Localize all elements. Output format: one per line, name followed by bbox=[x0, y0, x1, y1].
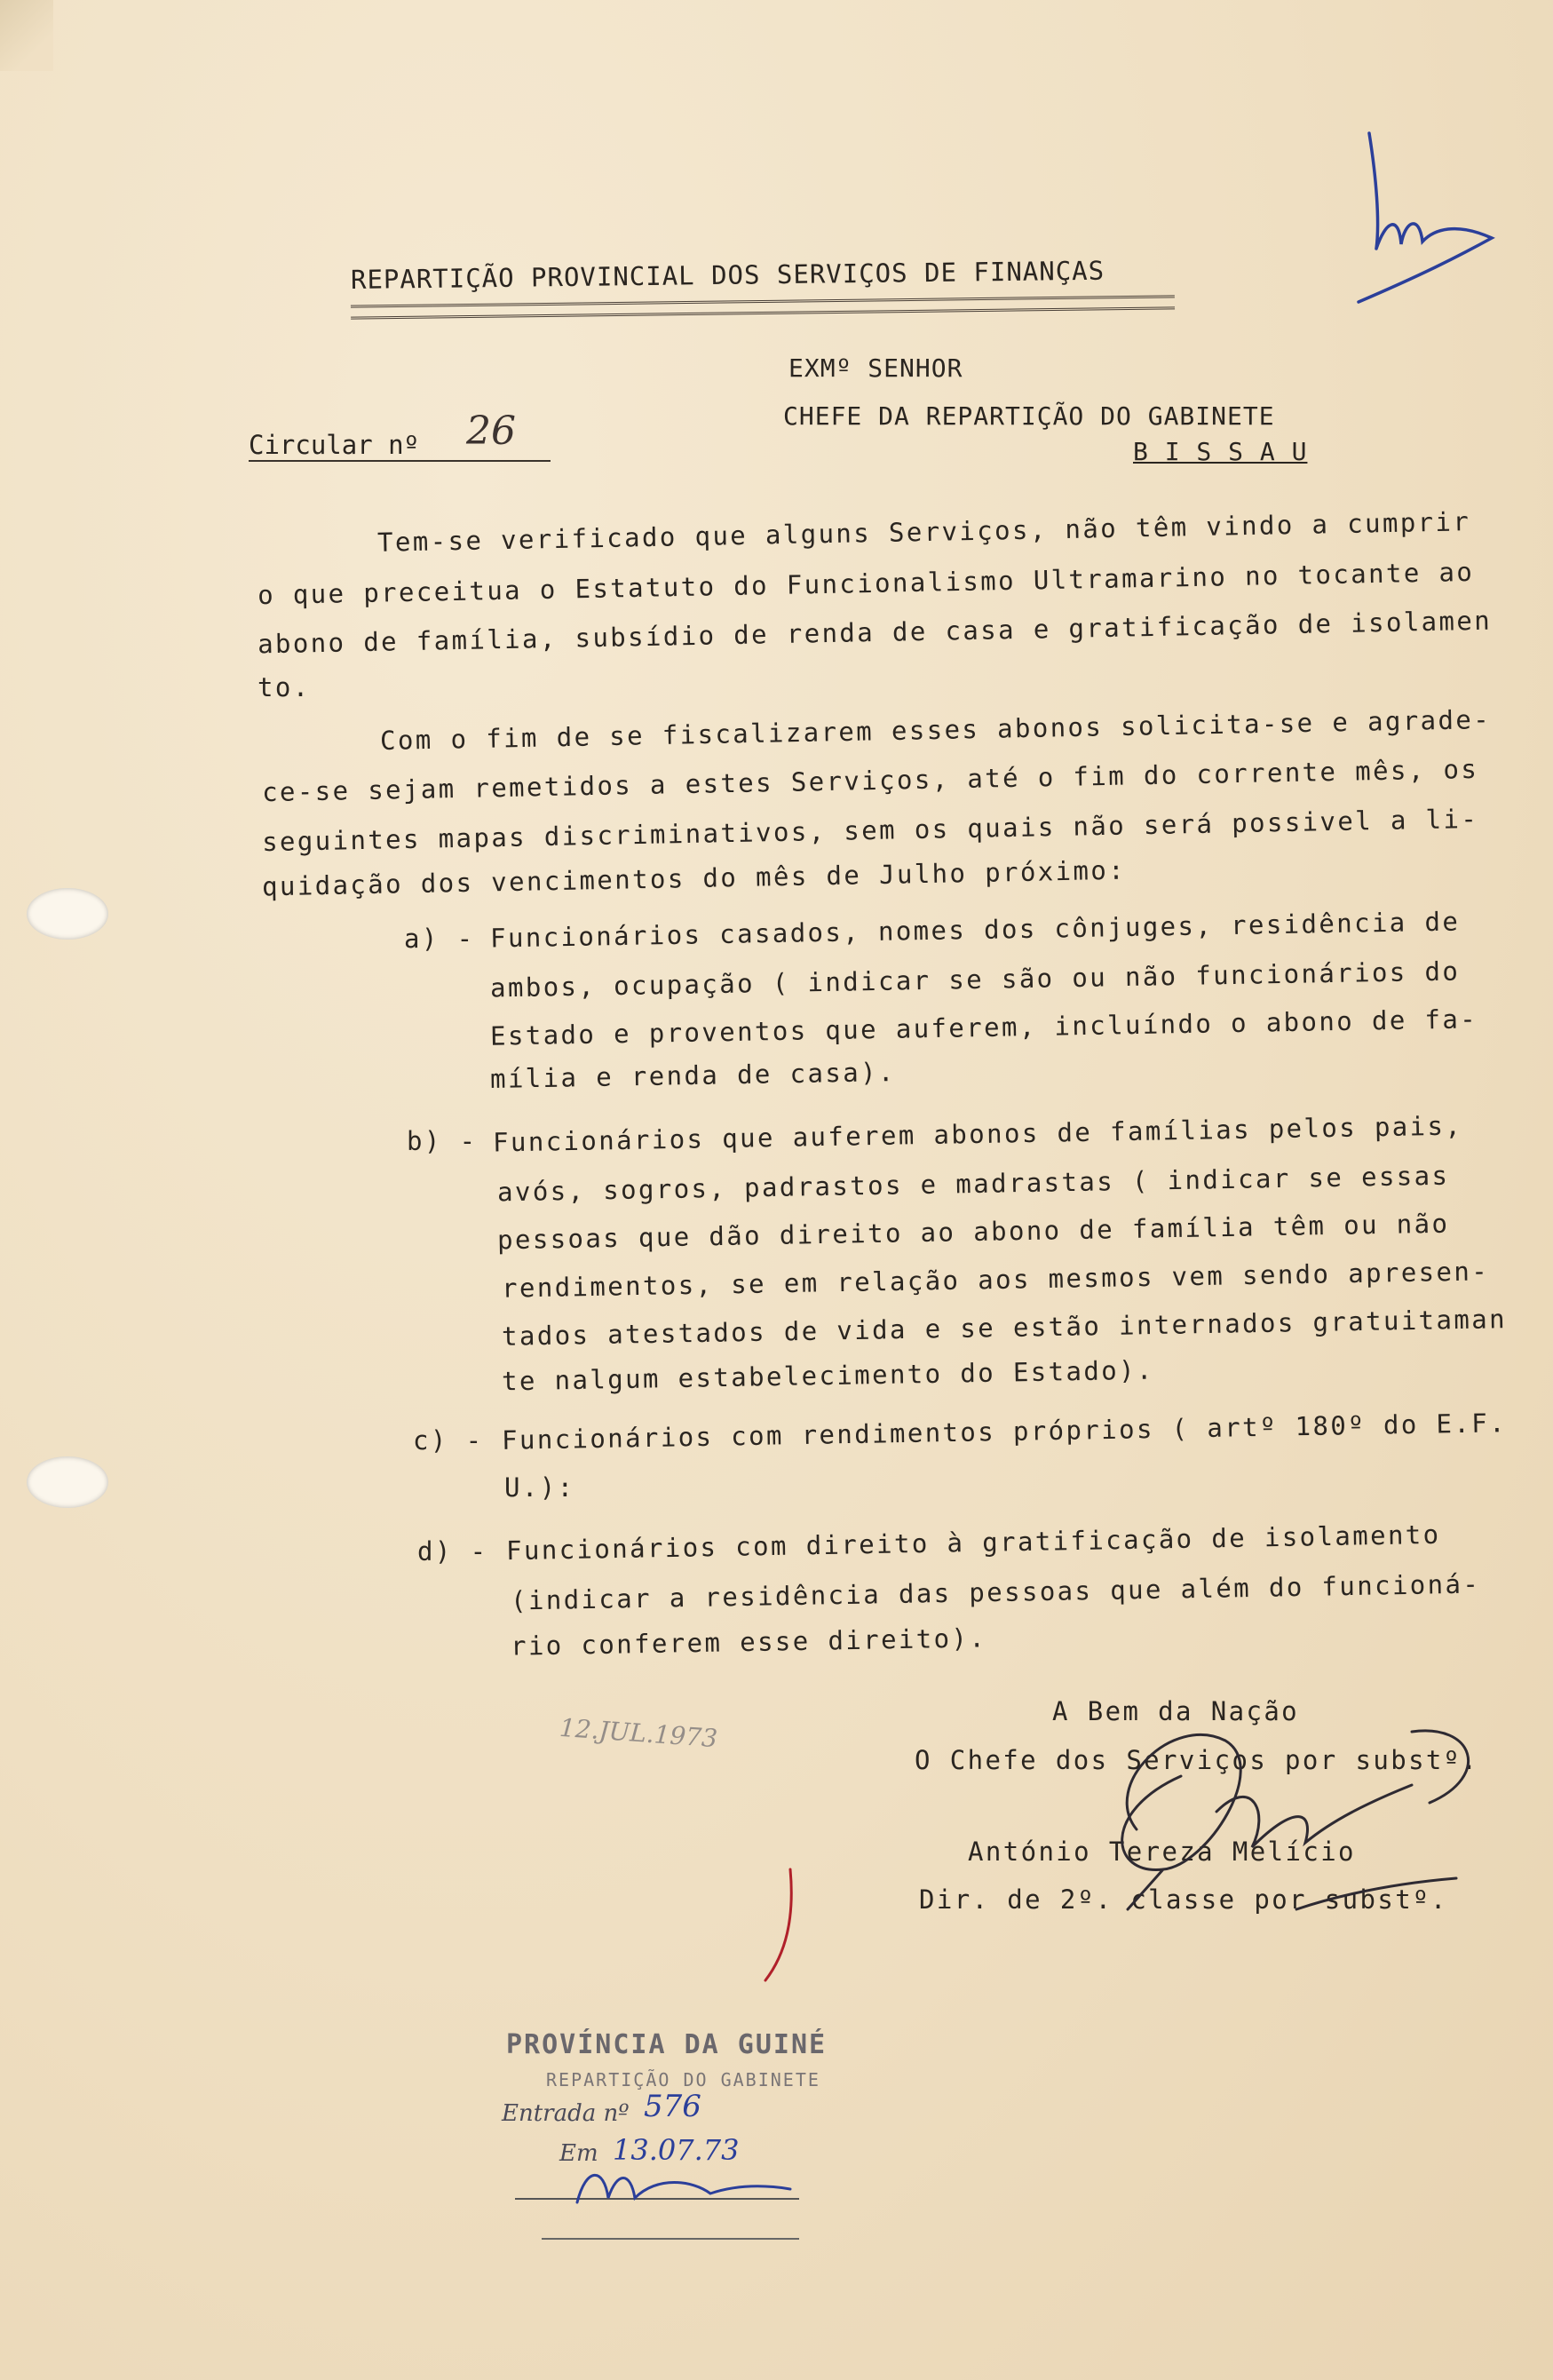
initials-signature bbox=[1350, 124, 1509, 311]
addressee-city: B I S S A U bbox=[1133, 437, 1308, 466]
department-header: REPARTIÇÃO PROVINCIAL DOS SERVIÇOS DE FINANÇAS bbox=[350, 255, 1105, 295]
main-signature bbox=[1030, 1678, 1492, 1936]
registry-stamp-org: PROVÍNCIA DA GUINÉ bbox=[506, 2029, 828, 2060]
item-marker: a) - bbox=[404, 924, 475, 954]
item-marker: d) - bbox=[417, 1536, 488, 1567]
item-line: Funcionários que auferem abonos de famílias pelos pais, bbox=[492, 1110, 1463, 1158]
entry-label: Entrada nº bbox=[502, 2100, 630, 2127]
circular-number: 26 bbox=[466, 409, 516, 454]
paragraph-line: Tem-se verificado que alguns Serviços, não têm vindo a cumprir bbox=[376, 506, 1471, 558]
item-line: (indicar a residência das pessoas que além do funcioná- bbox=[510, 1568, 1481, 1616]
item-marker: c) - bbox=[413, 1425, 484, 1456]
registry-stamp-dept: REPARTIÇÃO DO GABINETE bbox=[546, 2069, 820, 2090]
entry-date: 13.07.73 bbox=[613, 2133, 740, 2167]
circular-label: Circular nº bbox=[249, 430, 420, 460]
circular-underline bbox=[249, 460, 551, 462]
item-line: rio conferem esse direito). bbox=[510, 1622, 987, 1662]
item-line: Estado e proventos que auferem, incluíndo o abono de fa- bbox=[489, 1004, 1478, 1051]
punch-hole bbox=[27, 1456, 108, 1508]
item-line: pessoas que dão direito ao abono de família têm ou não bbox=[496, 1208, 1450, 1256]
item-line: Funcionários casados, nomes dos cônjuges, residência de bbox=[489, 906, 1461, 954]
item-line: avós, sogros, padrastos e madrastas ( indicar se essas bbox=[496, 1160, 1450, 1208]
paragraph-line: to. bbox=[258, 672, 311, 702]
signatory-title: Dir. de 2º. classe por substº. bbox=[919, 1884, 1448, 1915]
item-marker: b) - bbox=[407, 1126, 478, 1156]
paragraph-line: quidação dos vencimentos do mês de Julho próximo: bbox=[261, 854, 1127, 902]
item-line: mília e renda de casa). bbox=[489, 1057, 897, 1094]
corner-fold bbox=[0, 0, 53, 71]
item-line: tados atestados de vida e se estão internados gratuitaman bbox=[501, 1304, 1508, 1352]
signatory-name: António Tereza Melício bbox=[968, 1837, 1356, 1867]
punch-hole bbox=[27, 888, 108, 940]
item-line: U.): bbox=[504, 1472, 575, 1503]
salutation: EXMº SENHOR bbox=[788, 353, 963, 383]
item-line: Funcionários com direito à gratificação de isolamento bbox=[505, 1519, 1441, 1567]
item-line: Funcionários com rendimentos próprios ( artº 180º do E.F. bbox=[501, 1408, 1508, 1456]
item-line: ambos, ocupação ( indicar se são ou não funcionários do bbox=[489, 956, 1461, 1004]
closing-motto: A Bem da Nação bbox=[1052, 1696, 1300, 1726]
item-line: rendimentos, se em relação aos mesmos vem sendo apresen- bbox=[501, 1256, 1490, 1304]
stamp-line bbox=[542, 2238, 799, 2240]
paragraph-line: Com o fim de se fiscalizarem esses abonos solicita-se e agrade- bbox=[379, 703, 1492, 757]
item-line: te nalgum estabelecimento do Estado). bbox=[501, 1354, 1155, 1397]
paragraph-line: o que preceitua o Estatuto do Funcionalismo Ultramarino no tocante ao bbox=[257, 556, 1475, 611]
addressee-office: CHEFE DA REPARTIÇÃO DO GABINETE bbox=[783, 401, 1275, 431]
paragraph-line: abono de família, subsídio de renda de casa e gratificação de isolamen bbox=[257, 605, 1493, 660]
paragraph-line: seguintes mapas discriminativos, sem os quais não será possivel a li- bbox=[261, 803, 1479, 858]
entry-number: 576 bbox=[644, 2089, 701, 2124]
red-check-mark bbox=[755, 1865, 808, 1989]
entry-date-label: Em bbox=[559, 2140, 598, 2167]
received-date-stamp: 12.JUL.1973 bbox=[559, 1712, 719, 1754]
registry-initials bbox=[568, 2158, 799, 2220]
closing-role: O Chefe dos Serviços por substº. bbox=[915, 1745, 1479, 1775]
paragraph-line: ce-se sejam remetidos a estes Serviços, até o fim do corrente mês, os bbox=[261, 753, 1479, 808]
